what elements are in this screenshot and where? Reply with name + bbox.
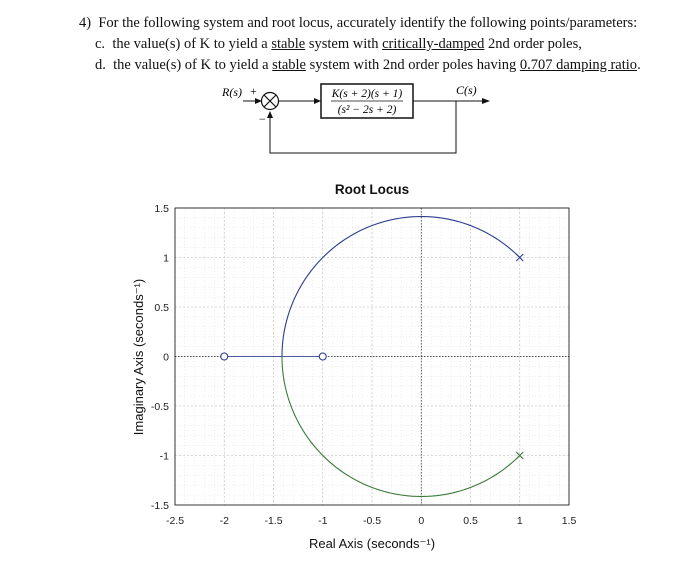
item-text: the value(s) of K to yield a — [112, 36, 272, 52]
x-tick-label: 0.5 — [463, 515, 478, 527]
x-tick-label: -2.5 — [165, 515, 185, 527]
input-label: R(s) — [222, 85, 242, 99]
tf-denominator: (s² − 2s + 2) — [337, 104, 397, 116]
x-tick-label: 1 — [516, 515, 523, 527]
item-underline-1: stable — [271, 36, 306, 52]
x-tick-label: -0.5 — [362, 515, 382, 527]
item-text: the value(s) of K to yield a — [113, 57, 273, 73]
output-label: C(s) — [456, 83, 477, 97]
plus-sign: + — [250, 84, 257, 98]
item-underline-2: critically-damped — [382, 36, 485, 52]
x-tick-label: -2 — [219, 515, 229, 527]
problem-number: 4) — [79, 15, 92, 31]
zero-marker — [221, 353, 228, 360]
x-tick-label: -1.5 — [264, 515, 283, 527]
chart-title: Root Locus — [334, 182, 410, 197]
x-axis-label: Real Axis (seconds⁻¹) — [308, 536, 436, 551]
y-tick-label: 1 — [163, 252, 169, 265]
problem-intro: For the following system and root locus, accurately identify the following points/parameters: — [98, 15, 638, 31]
y-tick-label: 1.5 — [154, 203, 169, 215]
y-tick-label: 0.5 — [154, 302, 169, 314]
item-text: system with 2nd order poles having — [306, 57, 520, 73]
item-letter: d. — [95, 57, 106, 73]
x-tick-label: 0 — [418, 515, 425, 527]
item-text: 2nd order poles, — [484, 36, 582, 52]
item-letter: c. — [95, 36, 106, 52]
y-axis-label: Imaginary Axis (seconds⁻¹) — [131, 278, 146, 436]
item-text: system with — [305, 36, 383, 52]
item-underline-1: stable — [272, 57, 306, 73]
y-tick-label: -1.5 — [150, 500, 169, 512]
item-text: . — [637, 57, 641, 73]
tick-labels — [151, 203, 577, 527]
zero-marker — [319, 353, 326, 360]
item-underline-2: 0.707 damping ratio — [519, 57, 638, 73]
y-tick-label: 0 — [163, 351, 169, 364]
x-tick-label: 1.5 — [561, 515, 577, 527]
minus-sign: − — [259, 112, 266, 126]
y-tick-label: -1 — [159, 450, 169, 463]
tf-numerator: K(s + 2)(s + 1) — [331, 88, 403, 100]
x-tick-label: -1 — [318, 515, 328, 527]
y-tick-label: -0.5 — [150, 401, 169, 413]
